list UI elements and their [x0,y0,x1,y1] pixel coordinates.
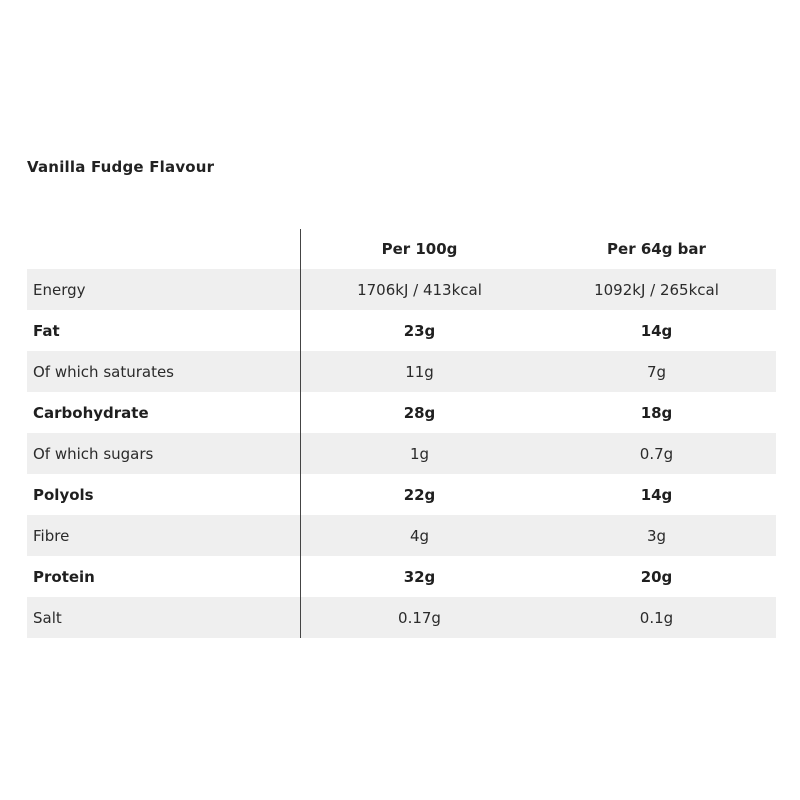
row-value-per-bar: 14g [640,321,673,340]
header-per-bar: Per 64g bar [607,240,706,258]
table-header-row [27,229,776,269]
row-label: Energy [27,269,301,310]
row-value-per-100g: 1g [409,444,430,463]
row-value-per-bar: 3g [646,526,667,545]
table-row-carbohydrate [27,392,776,433]
row-value-per-bar: 0.1g [639,608,674,627]
row-value-per-100g: 32g [403,567,436,586]
table-row-fat [27,310,776,351]
table-row-saturates [27,351,776,392]
row-label: Polyols [27,474,301,515]
row-value-per-bar: 1092kJ / 265kcal [594,280,719,299]
row-value-per-100g: 23g [403,321,436,340]
row-value-per-bar: 7g [646,362,667,381]
table-row-salt [27,597,776,638]
row-value-per-100g: 28g [403,403,436,422]
row-label: Salt [27,597,301,638]
row-label: Carbohydrate [27,392,301,433]
row-value-per-100g: 4g [409,526,430,545]
table-row-polyols [27,474,776,515]
row-value-per-100g: 1706kJ / 413kcal [357,280,482,299]
row-value-per-bar: 14g [640,485,673,504]
row-label: Fibre [27,515,301,556]
table-row-energy [27,269,776,310]
row-label: Of which saturates [27,351,301,392]
header-per-100g: Per 100g [381,240,458,258]
row-value-per-bar: 20g [640,567,673,586]
row-value-per-100g: 11g [405,362,434,381]
nutrition-table [27,229,776,638]
row-label: Of which sugars [27,433,301,474]
table-row-fibre [27,515,776,556]
header-label-cell [27,229,301,269]
table-row-protein [27,556,776,597]
row-label: Protein [27,556,301,597]
row-value-per-bar: 0.7g [639,444,674,463]
row-value-per-100g: 0.17g [398,608,441,627]
row-value-per-100g: 22g [403,485,436,504]
product-title: Vanilla Fudge Flavour [27,158,215,176]
row-label: Fat [27,310,301,351]
row-value-per-bar: 18g [640,403,673,422]
table-row-sugars [27,433,776,474]
